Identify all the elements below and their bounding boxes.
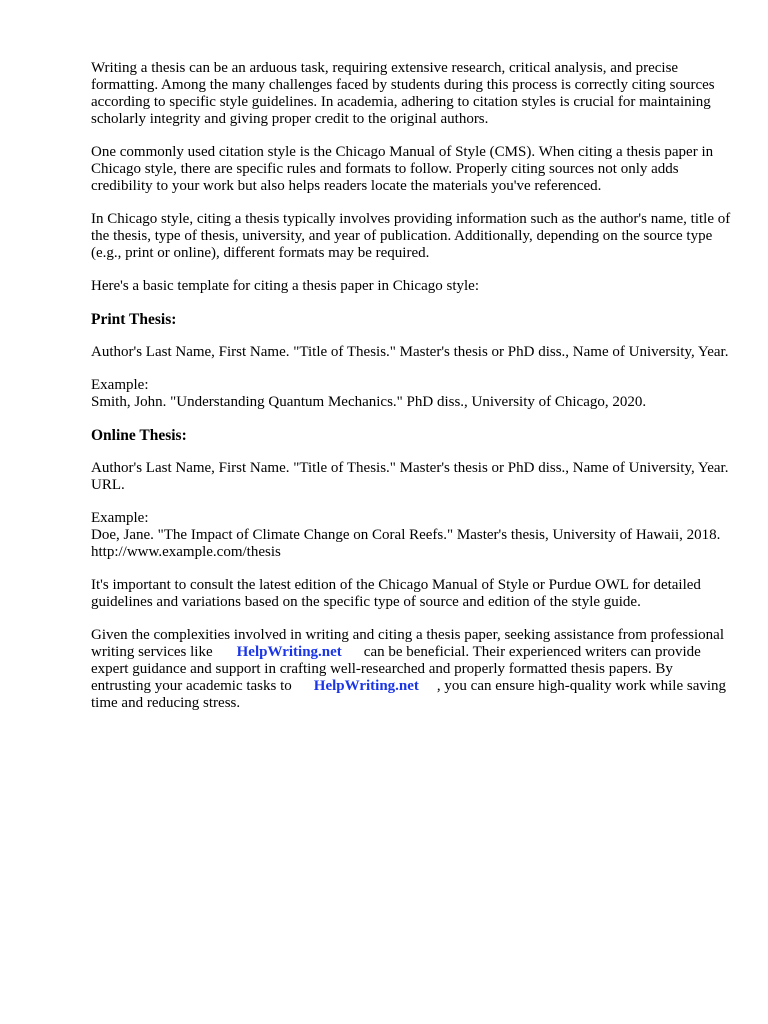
closing-text-2: can be beneficial. Their experienced writers can provide expert guidance and support in crafting well-researched and properly formatted thesis papers. By entrusting your academic tasks to xyxy=(91,644,701,694)
closing-paragraph xyxy=(91,627,731,712)
print-thesis-example xyxy=(91,377,731,411)
online-example-label: Example: xyxy=(91,510,149,526)
print-example-citation: Smith, John. "Understanding Quantum Mechanics." PhD diss., University of Chicago, 2020. xyxy=(91,394,647,410)
print-thesis-heading: Print Thesis: xyxy=(91,311,177,328)
intro-paragraph: Writing a thesis can be an arduous task, requiring extensive research, critical analysis, and precise formatting. Among the many challenges faced by students during this process is correctly citing sources according to specific style guidelines. In academia, adhering to citation styles is crucial for maintaining scholarly integrity and giving proper credit to the original authors. xyxy=(91,60,715,127)
chicago-info-paragraph: In Chicago style, citing a thesis typically involves providing information such as the author's name, title of the thesis, type of thesis, university, and year of publication. Additionally, depending on the source type (e.g., print or online), different formats may be required. xyxy=(91,211,731,261)
helpwriting-link-2[interactable]: HelpWriting.net xyxy=(313,678,419,694)
template-intro-paragraph: Here's a basic template for citing a thesis paper in Chicago style: xyxy=(91,278,479,294)
closing-text-1: Given the complexities involved in writing and citing a thesis paper, seeking assistance from professional writing services like xyxy=(91,627,724,660)
consult-paragraph: It's important to consult the latest edition of the Chicago Manual of Style or Purdue OWL for detailed guidelines and variations based on the specific type of source and edition of the style guide. xyxy=(91,577,701,610)
document-page xyxy=(91,60,731,728)
closing-text-3: , you can ensure high-quality work while saving time and reducing stress. xyxy=(91,678,727,711)
online-thesis-template: Author's Last Name, First Name. "Title of Thesis." Master's thesis or PhD diss., Name of University, Year. URL. xyxy=(91,460,729,493)
cms-paragraph: One commonly used citation style is the Chicago Manual of Style (CMS). When citing a thesis paper in Chicago style, there are specific rules and formats to follow. Properly citing sources not only adds credibility to your work but also helps readers locate the materials you've referenced. xyxy=(91,144,714,194)
print-example-label: Example: xyxy=(91,377,149,393)
online-thesis-example xyxy=(91,510,731,561)
print-thesis-template: Author's Last Name, First Name. "Title of Thesis." Master's thesis or PhD diss., Name of University, Year. xyxy=(91,344,729,360)
online-example-citation: Doe, Jane. "The Impact of Climate Change on Coral Reefs." Master's thesis, University of Hawaii, 2018. http://www.example.com/thesis xyxy=(91,527,721,560)
helpwriting-link-1[interactable]: HelpWriting.net xyxy=(236,644,342,660)
online-thesis-heading: Online Thesis: xyxy=(91,427,187,444)
